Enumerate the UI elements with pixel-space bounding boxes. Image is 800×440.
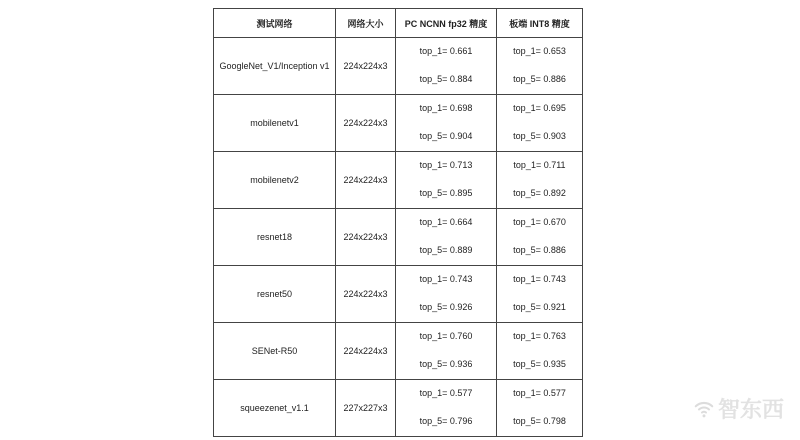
pc-metrics — [396, 38, 497, 95]
board-metrics — [497, 95, 583, 152]
pc-top5: top_5= 0.895 — [419, 188, 473, 198]
network-name: mobilenetv1 — [214, 95, 336, 152]
pc-metrics — [396, 152, 497, 209]
pc-metrics — [396, 380, 497, 437]
header-pc-accuracy: PC NCNN fp32 精度 — [396, 9, 497, 38]
board-metrics — [497, 323, 583, 380]
board-top1: top_1= 0.670 — [513, 217, 566, 227]
header-network: 测试网络 — [214, 9, 336, 38]
table-header — [214, 9, 583, 38]
board-top5: top_5= 0.921 — [513, 302, 566, 312]
board-top5: top_5= 0.892 — [513, 188, 566, 198]
pc-top1: top_1= 0.760 — [419, 331, 473, 341]
board-top5: top_5= 0.886 — [513, 74, 566, 84]
table-row — [214, 95, 583, 152]
network-name: GoogleNet_V1/Inception v1 — [214, 38, 336, 95]
pc-top1: top_1= 0.664 — [419, 217, 473, 227]
network-name: squeezenet_v1.1 — [214, 380, 336, 437]
board-top1: top_1= 0.711 — [513, 160, 566, 170]
table-row — [214, 266, 583, 323]
watermark — [693, 393, 784, 424]
pc-top5: top_5= 0.796 — [419, 416, 473, 426]
pc-top1: top_1= 0.713 — [419, 160, 473, 170]
network-size: 224x224x3 — [336, 152, 396, 209]
pc-top5: top_5= 0.884 — [419, 74, 473, 84]
pc-top1: top_1= 0.743 — [419, 274, 473, 284]
pc-top1: top_1= 0.698 — [419, 103, 473, 113]
pc-top5: top_5= 0.889 — [419, 245, 473, 255]
board-metrics — [497, 152, 583, 209]
network-size: 224x224x3 — [336, 95, 396, 152]
table-row — [214, 209, 583, 266]
pc-top5: top_5= 0.926 — [419, 302, 473, 312]
board-metrics — [497, 38, 583, 95]
table-row — [214, 152, 583, 209]
board-metrics — [497, 209, 583, 266]
board-metrics — [497, 380, 583, 437]
table-row — [214, 380, 583, 437]
pc-top1: top_1= 0.661 — [419, 46, 473, 56]
board-top5: top_5= 0.935 — [513, 359, 566, 369]
watermark-text: 智东西 — [717, 398, 784, 423]
network-name: resnet18 — [214, 209, 336, 266]
board-top5: top_5= 0.886 — [513, 245, 566, 255]
header-size: 网络大小 — [336, 9, 396, 38]
accuracy-table — [213, 8, 583, 437]
board-top1: top_1= 0.743 — [513, 274, 566, 284]
pc-metrics — [396, 266, 497, 323]
board-top5: top_5= 0.903 — [513, 131, 566, 141]
wifi-icon — [693, 398, 715, 420]
network-size: 224x224x3 — [336, 209, 396, 266]
board-top1: top_1= 0.653 — [513, 46, 566, 56]
network-size: 227x227x3 — [336, 380, 396, 437]
pc-top5: top_5= 0.936 — [419, 359, 473, 369]
board-metrics — [497, 266, 583, 323]
pc-top1: top_1= 0.577 — [419, 388, 473, 398]
network-name: resnet50 — [214, 266, 336, 323]
table-body — [214, 38, 583, 437]
table-row — [214, 323, 583, 380]
board-top1: top_1= 0.695 — [513, 103, 566, 113]
pc-metrics — [396, 95, 497, 152]
network-name: SENet-R50 — [214, 323, 336, 380]
pc-top5: top_5= 0.904 — [419, 131, 473, 141]
pc-metrics — [396, 209, 497, 266]
board-top5: top_5= 0.798 — [513, 416, 566, 426]
board-top1: top_1= 0.763 — [513, 331, 566, 341]
network-name: mobilenetv2 — [214, 152, 336, 209]
network-size: 224x224x3 — [336, 266, 396, 323]
board-top1: top_1= 0.577 — [513, 388, 566, 398]
network-size: 224x224x3 — [336, 38, 396, 95]
header-board-accuracy: 板端 INT8 精度 — [497, 9, 583, 38]
network-size: 224x224x3 — [336, 323, 396, 380]
table-row — [214, 38, 583, 95]
pc-metrics — [396, 323, 497, 380]
header-row — [214, 9, 583, 38]
